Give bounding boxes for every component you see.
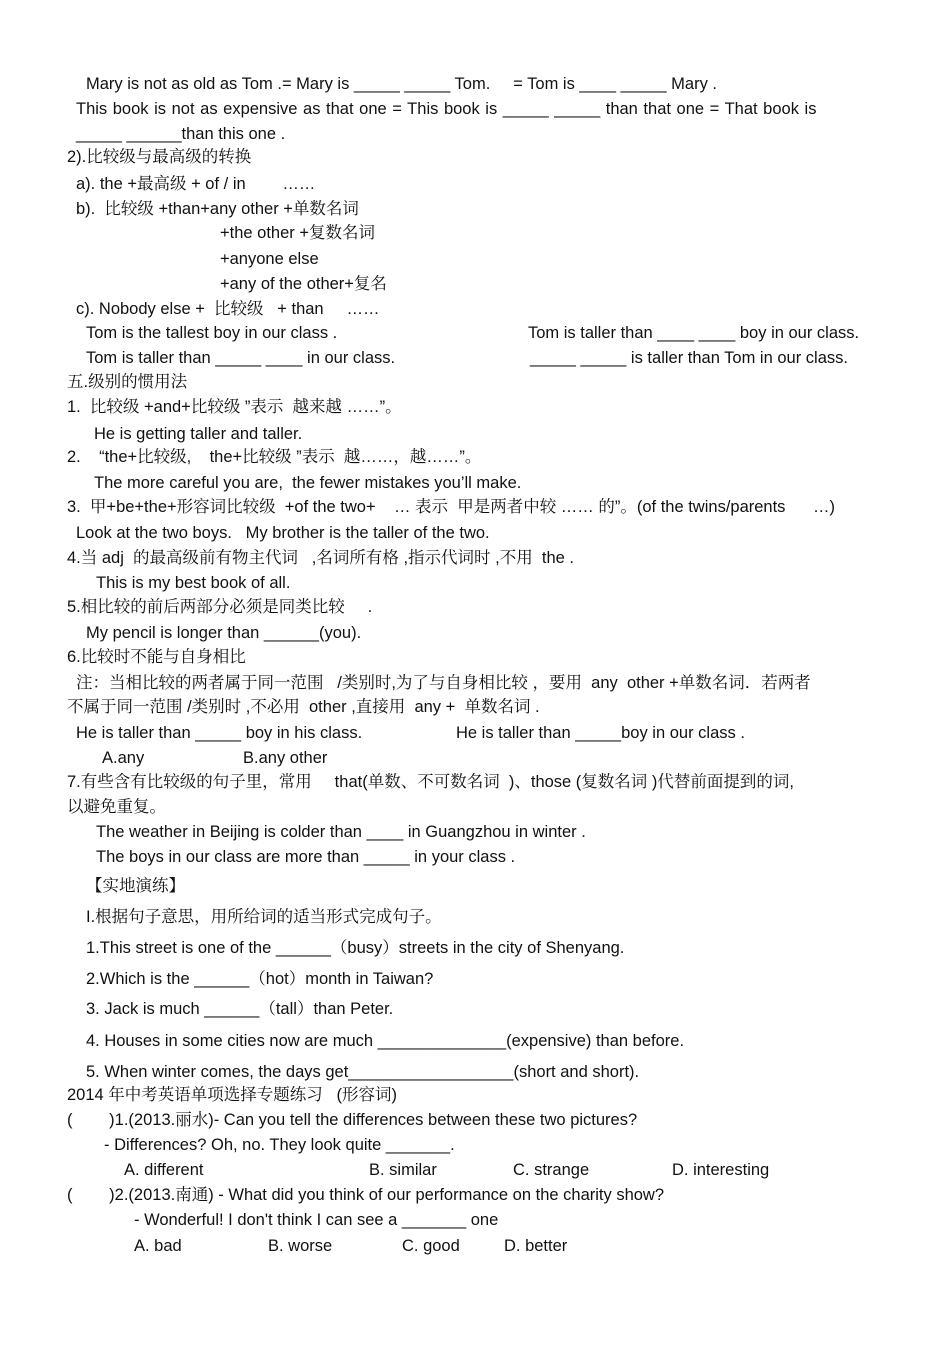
section-heading: 【实地演练】 bbox=[86, 877, 185, 895]
text-line: 注：当相比较的两者属于同一范围 /类别时,为了与自身相比较 ，要用 any other +单数名词．若两者 bbox=[76, 674, 811, 692]
text-line: He is getting taller and taller. bbox=[94, 425, 303, 443]
text-line: 6.比较时不能与自身相比 bbox=[67, 648, 246, 666]
text-line: 7.有些含有比较级的句子里，常用 that(单数、不可数名词 )、those (复数名词 )代替前面提到的词, bbox=[67, 773, 794, 791]
exercise-item: 2.Which is the ______（hot）month in Taiwan? bbox=[86, 970, 434, 988]
exercise-item: 5. When winter comes, the days get__________________(short and short). bbox=[86, 1063, 640, 1081]
text-line: 以避免重复。 bbox=[67, 798, 166, 816]
text-line: The boys in our class are more than _____ in your class . bbox=[96, 848, 516, 866]
text-line: I.根据句子意思，用所给词的适当形式完成句子。 bbox=[86, 908, 442, 926]
option-text: B. worse bbox=[268, 1237, 333, 1255]
section-heading: 五.级别的惯用法 bbox=[67, 373, 188, 391]
text-line: 不属于同一范围 /类别时 ,不必用 other ,直接用 any + 单数名词 . bbox=[67, 698, 540, 716]
text-line: This is my best book of all. bbox=[96, 574, 291, 592]
option-text: D. better bbox=[504, 1237, 568, 1255]
option-text: A.any bbox=[102, 749, 145, 767]
option-text: B. similar bbox=[369, 1161, 437, 1179]
text-line: 1. 比较级 +and+比较级 ”表示 越来越 ……”。 bbox=[67, 398, 402, 416]
option-text: C. good bbox=[402, 1237, 460, 1255]
text-line: +any of the other+复名 bbox=[220, 275, 387, 293]
option-text: A. bad bbox=[134, 1237, 182, 1255]
text-line: The weather in Beijing is colder than ____ in Guangzhou in winter . bbox=[96, 823, 586, 841]
text-line: +the other +复数名词 bbox=[220, 224, 375, 242]
section-heading: 2014 年中考英语单项选择专题练习 (形容词) bbox=[67, 1086, 398, 1104]
option-text: D. interesting bbox=[672, 1161, 770, 1179]
text-line: He is taller than _____boy in our class . bbox=[456, 724, 745, 742]
text-line: Tom is taller than _____ ____ in our class. bbox=[86, 349, 396, 367]
option-text: B.any other bbox=[243, 749, 328, 767]
text-line: He is taller than _____ boy in his class. bbox=[76, 724, 363, 742]
exercise-item: 1.This street is one of the ______（busy）streets in the city of Shenyang. bbox=[86, 939, 625, 957]
text-line: 2. “the+比较级, the+比较级 ”表示 越……，越……”。 bbox=[67, 448, 482, 466]
question-line: - Wonderful! I don't think I can see a _______ one bbox=[134, 1211, 499, 1229]
text-line: Look at the two boys. My brother is the taller of the two. bbox=[76, 524, 490, 542]
text-line: Mary is not as old as Tom .= Mary is _____ _____ Tom. = Tom is ____ _____ Mary . bbox=[86, 75, 717, 93]
text-line: 5.相比较的前后两部分必须是同类比较 . bbox=[67, 598, 373, 616]
text-line: Tom is taller than ____ ____ boy in our class. bbox=[528, 324, 860, 342]
text-line: This book is not as expensive as that one = This book is _____ _____ than that one = That book is bbox=[76, 100, 817, 118]
text-line: +anyone else bbox=[220, 250, 319, 268]
exercise-item: 3. Jack is much ______（tall）than Peter. bbox=[86, 1000, 394, 1018]
text-line: _____ _____ is taller than Tom in our class. bbox=[530, 349, 848, 367]
exercise-item: 4. Houses in some cities now are much ______________(expensive) than before. bbox=[86, 1032, 685, 1050]
text-line: The more careful you are, the fewer mistakes you’ll make. bbox=[94, 474, 522, 492]
text-line: 3. 甲+be+the+形容词比较级 +of the two+ … 表示 甲是两者中较 …… 的”。(of the twins/parents …) bbox=[67, 498, 835, 516]
option-text: C. strange bbox=[513, 1161, 590, 1179]
text-line: b). 比较级 +than+any other +单数名词 bbox=[76, 200, 359, 218]
option-text: A. different bbox=[124, 1161, 204, 1179]
text-line: c). Nobody else + 比较级 + than …… bbox=[76, 300, 380, 318]
text-line: _____ ______than this one . bbox=[76, 125, 286, 143]
section-heading: 2).比较级与最高级的转换 bbox=[67, 148, 252, 166]
text-line: My pencil is longer than ______(you). bbox=[86, 624, 362, 642]
question-line: ( )2.(2013.南通) - What did you think of our performance on the charity show? bbox=[67, 1186, 665, 1204]
text-line: a). the +最高级 + of / in …… bbox=[76, 175, 316, 193]
text-line: Tom is the tallest boy in our class . bbox=[86, 324, 338, 342]
question-line: ( )1.(2013.丽水)- Can you tell the differences between these two pictures? bbox=[67, 1111, 638, 1129]
text-line: 4.当 adj 的最高级前有物主代词 ,名词所有格 ,指示代词时 ,不用 the . bbox=[67, 549, 574, 567]
question-line: - Differences? Oh, no. They look quite _______. bbox=[104, 1136, 455, 1154]
